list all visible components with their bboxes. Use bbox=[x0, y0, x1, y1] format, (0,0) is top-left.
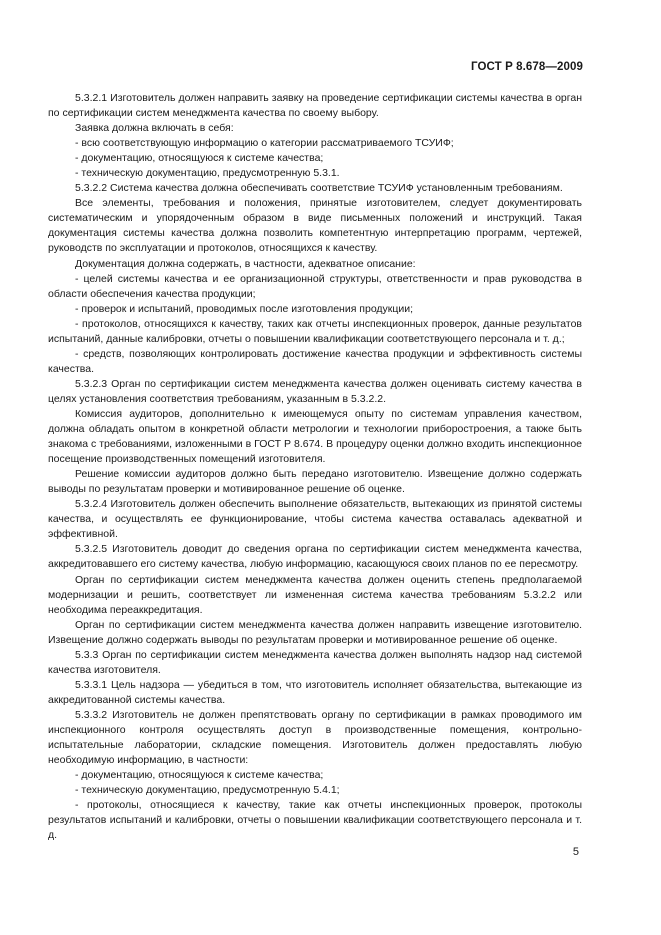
standard-code-header: ГОСТ Р 8.678—2009 bbox=[471, 61, 583, 73]
paragraph: Заявка должна включать в себя: bbox=[75, 122, 234, 135]
paragraph: 5.3.3.2 Изготовитель не должен препятствовать органу по сертификации в рамках проводимого им инспекционного контроля осуществлять доступ в производственные помещения, контрольно-испытательные лаборатории, складские помещения. Изготовитель должен предоставлять любую необходимую информацию, в частности: bbox=[48, 708, 582, 767]
paragraph: Документация должна содержать, в частности, адекватное описание: bbox=[75, 257, 416, 270]
paragraph: Все элементы, требования и положения, принятые изготовителем, следует документировать систематическим и упорядоченным образом в виде письменных положений и инструкций. Такая документация системы качества должна позволить компетентную интерпретацию программ, чертежей, руководств по эксплуатации и протоколов, относящихся к качеству. bbox=[48, 197, 582, 255]
paragraph: 5.3.2.3 Орган по сертификации систем менеджмента качества должен оценивать систему качества в целях установления соответствия требованиям, указанным в 5.3.2.2. bbox=[48, 377, 582, 405]
paragraph: 5.3.2.5 Изготовитель доводит до сведения органа по сертификации систем менеджмента качества, аккредитовавшего его систему качества, любую информацию, касающуюся своих планов по ее пересмотру. bbox=[48, 543, 582, 571]
paragraph: 5.3.3 Орган по сертификации систем менеджмента качества должен выполнять надзор над системой качества изготовителя. bbox=[48, 648, 582, 676]
paragraph: - документацию, относящуюся к системе качества; bbox=[75, 769, 324, 782]
document-body bbox=[48, 91, 582, 843]
paragraph: Решение комиссии аудиторов должно быть передано изготовителю. Извещение должно содержать выводы по результатам проверки и мотивированное решение об оценке. bbox=[48, 468, 582, 496]
paragraph: 5.3.2.2 Система качества должна обеспечивать соответствие ТСУИФ установленным требованиям. bbox=[75, 182, 563, 195]
paragraph: 5.3.2.4 Изготовитель должен обеспечить выполнение обязательств, вытекающих из принятой системы качества, и осуществлять ее функционирование, чтобы система качества оставалась адекватной и эффективной. bbox=[48, 498, 582, 541]
paragraph: - средств, позволяющих контролировать достижение качества продукции и эффективность системы качества. bbox=[48, 347, 582, 375]
paragraph: Орган по сертификации систем менеджмента качества должен оценить степень предполагаемой модернизации и решить, соответствует ли измененная система качества требованиям 5.3.2.2 или необходима переаккредитация. bbox=[48, 573, 582, 616]
paragraph: 5.3.3.1 Цель надзора — убедиться в том, что изготовитель исполняет обязательства, вытекающие из аккредитованной системы качества. bbox=[48, 678, 582, 706]
paragraph: - проверок и испытаний, проводимых после изготовления продукции; bbox=[75, 302, 414, 315]
paragraph: - протоколы, относящиеся к качеству, такие как отчеты инспекционных проверок, протоколы результатов испытаний и калибровки, отчеты о повышении квалификации соответствующего персонала и т. д. bbox=[48, 799, 582, 842]
paragraph: Комиссия аудиторов, дополнительно к имеющемуся опыту по системам управления качеством, должна обладать опытом в конкретной области метрологии и технологии приборостроения, а также быть знакома с требованиями, изложенными в ГОСТ Р 8.674. В процедуру оценки должно входить инспекционное посещение производственных помещений изготовителя. bbox=[48, 407, 582, 466]
paragraph: 5.3.2.1 Изготовитель должен направить заявку на проведение сертификации системы качества в орган по сертификации систем менеджмента качества по своему выбору. bbox=[48, 92, 582, 120]
paragraph: - техническую документацию, предусмотренную 5.3.1. bbox=[75, 167, 340, 180]
page-number: 5 bbox=[572, 846, 579, 858]
paragraph: - целей системы качества и ее организационной структуры, ответственности и прав руководства в области обеспечения качества продукции; bbox=[48, 272, 582, 300]
paragraph: - техническую документацию, предусмотренную 5.4.1; bbox=[75, 784, 340, 797]
paragraph: - всю соответствующую информацию о категории рассматриваемого ТСУИФ; bbox=[75, 137, 454, 150]
paragraph: - документацию, относящуюся к системе качества; bbox=[75, 152, 324, 165]
paragraph: Орган по сертификации систем менеджмента качества должен направить извещение изготовителю. Извещение должно содержать выводы по результатам проверки и мотивированное решение об оценке. bbox=[48, 618, 582, 646]
paragraph: - протоколов, относящихся к качеству, таких как отчеты инспекционных проверок, данные результатов испытаний, данные калибровки, отчеты о повышении квалификации соответствующего персонала и т. д.; bbox=[48, 317, 582, 345]
